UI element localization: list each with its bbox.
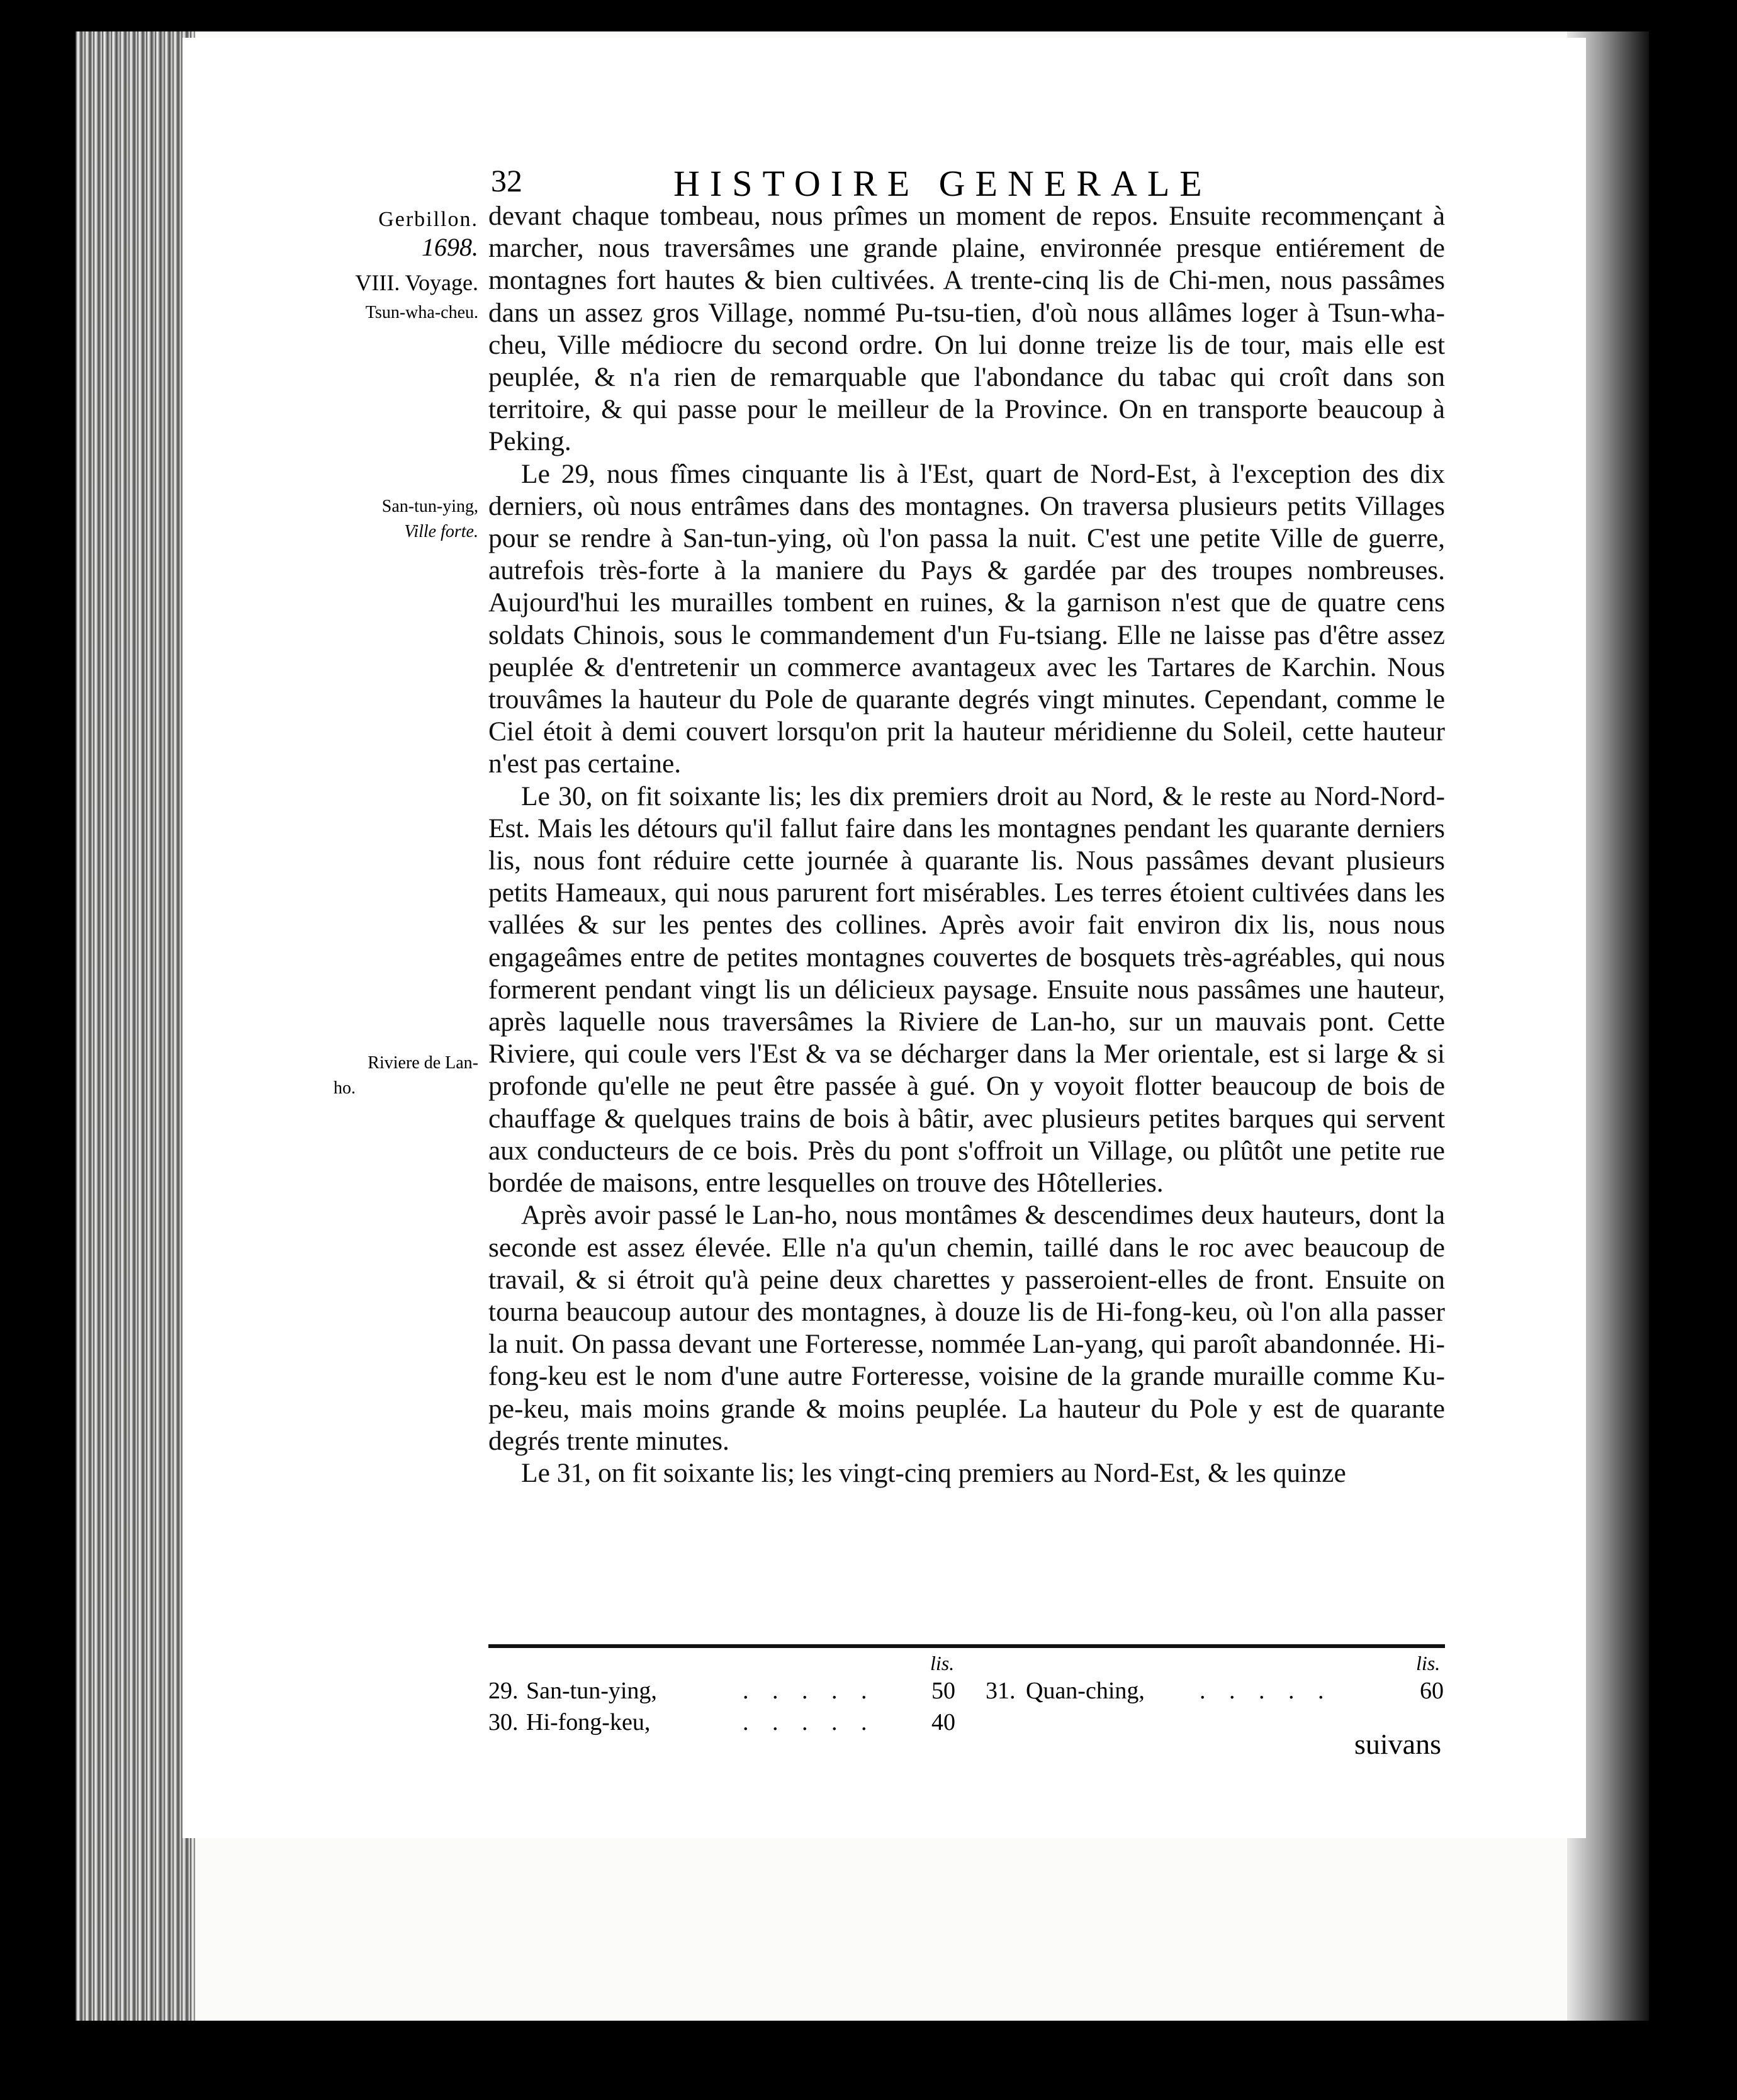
paragraph: Après avoir passé le Lan-ho, nous montâmes & descendimes deux hauteurs, dont la seconde est assez élevée. Elle n'a qu'un chemin, taillé dans le roc avec beaucoup de travail, & si étroit qu'à peine deux charettes y passeroient-elles de front. Ensuite on tourna beaucoup autour des montagnes, à douze lis de Hi-fong-keu, où l'on alla passer la nuit. On passa devant une Forteresse, nommée Lan-yang, qui paroît abandonnée. Hi-fong-keu est le nom d'une autre Forteresse, voisine de la grande muraille comme Ku-pe-keu, mais moins grande & moins peuplée. La hauteur du Pole y est de quarante degrés trente minutes.: [488, 1200, 1445, 1456]
distance-place: Hi-fong-keu,: [526, 1709, 651, 1736]
distance-day: 31.: [986, 1678, 1016, 1704]
paragraph: Le 30, on fit soixante lis; les dix premiers droit au Nord, & le reste au Nord-Nord-Est. Mais les détours qu'il fallut faire dans les montagnes pendant les quarante derniers lis, nous font réduire cette journée à quarante lis. Nous passâmes devant plusieurs petits Hameaux, qui nous parurent fort misérables. Les terres étoient cultivées dans les vallées & sur les pentes des collines. Après avoir fait environ dix lis, nous nous engageâmes entre de petites montagnes couvertes de bosquets très-agréables, qui nous formerent pendant vingt lis un délicieux paysage. Ensuite nous passâmes une hauteur, après laquelle nous traversâmes la Riviere de Lan-ho, sur un mauvais pont. Cette Riviere, qui coule vers l'Est & va se décharger dans la Mer orientale, est si large & si profonde qu'elle ne peut être passée à gué. On y voyoit flotter beaucoup de bois de chauffage & quelques trains de bois à bâtir, avec plusieurs petites barques qui servent aux conducteurs de ce bois. Près du pont s'offroit un Village, ou plûtôt une petite rue bordée de maisons, entre lesquelles on trouve des Hôtelleries.: [488, 781, 1445, 1199]
margin-note-river: ho.: [334, 1078, 356, 1098]
margin-note-author: Gerbillon.: [378, 208, 478, 231]
margin-note-place-desc: Ville forte.: [404, 522, 478, 541]
distance-place: Quan-ching,: [1026, 1678, 1145, 1704]
distance-place: San-tun-ying,: [526, 1678, 657, 1704]
unit-label: lis.: [930, 1652, 955, 1674]
book-gutter-edges: [76, 31, 195, 2021]
distance-value: 50: [931, 1678, 955, 1704]
margin-note-place: San-tun-ying,: [381, 497, 478, 516]
page-header: [491, 162, 1271, 204]
distance-leader: . . . . .: [743, 1678, 876, 1704]
margin-note-year: 1698.: [422, 233, 478, 261]
paragraph: devant chaque tombeau, nous prîmes un moment de repos. Ensuite recommençant à marcher, nous traversâmes une grande plaine, environnée presque entiérement de montagnes fort hautes & bien cultivées. A trente-cinq lis de Chi-men, nous passâmes dans un assez gros Village, nommé Pu-tsu-tien, d'où nous allâmes loger à Tsun-wha-cheu, Ville médiocre du second ordre. On lui donne treize lis de tour, mais elle est peuplée, & n'a rien de remarquable que l'abondance du tabac qui croît dans son territoire, & qui passe pour le meilleur de la Province. On en transporte beaucoup à Peking.: [488, 201, 1445, 457]
distance-value: 60: [1420, 1678, 1444, 1704]
distance-day: 29.: [488, 1678, 519, 1704]
page-number: 32: [491, 163, 522, 198]
margin-note-river: Riviere de Lan-: [368, 1053, 478, 1073]
distance-leader: . . . . .: [1200, 1678, 1333, 1704]
unit-label: lis.: [1416, 1652, 1441, 1674]
paragraph: Le 31, on fit soixante lis; les vingt-cinq premiers au Nord-Est, & les quinze: [521, 1457, 1346, 1488]
distance-day: 30.: [488, 1709, 519, 1736]
body-text: [488, 200, 1445, 1489]
margin-note-place: Tsun-wha-cheu.: [365, 303, 478, 322]
paragraph: Le 29, nous fîmes cinquante lis à l'Est, quart de Nord-Est, à l'exception des dix derniers, où nous entrâmes dans des montagnes. On traversa plusieurs petits Villages pour se rendre à San-tun-ying, où l'on passa la nuit. C'est une petite Ville de guerre, autrefois très-forte à la maniere du Pays & gardée par des troupes nombreuses. Aujourd'hui les murailles tombent en ruines, & la garnison n'est que de quatre cens soldats Chinois, sous le commandement d'un Fu-tsiang. Elle ne laisse pas d'être assez peuplée & d'entretenir un commerce avantageux avec les Tartares de Karchin. Nous trouvâmes la hauteur du Pole de quarante degrés vingt minutes. Cependant, comme le Ciel étoit à demi couvert lorsqu'on prit la hauteur méridienne du Soleil, cette hauteur n'est pas certaine.: [488, 458, 1445, 779]
footnote-rule: [488, 1644, 1445, 1648]
running-title: HISTOIRE GENERALE: [673, 163, 1212, 204]
margin-note-voyage: VIII. Voyage.: [355, 270, 478, 295]
catchword: suivans: [1354, 1728, 1441, 1760]
distance-leader: . . . . .: [743, 1709, 876, 1736]
distance-value: 40: [931, 1709, 955, 1736]
